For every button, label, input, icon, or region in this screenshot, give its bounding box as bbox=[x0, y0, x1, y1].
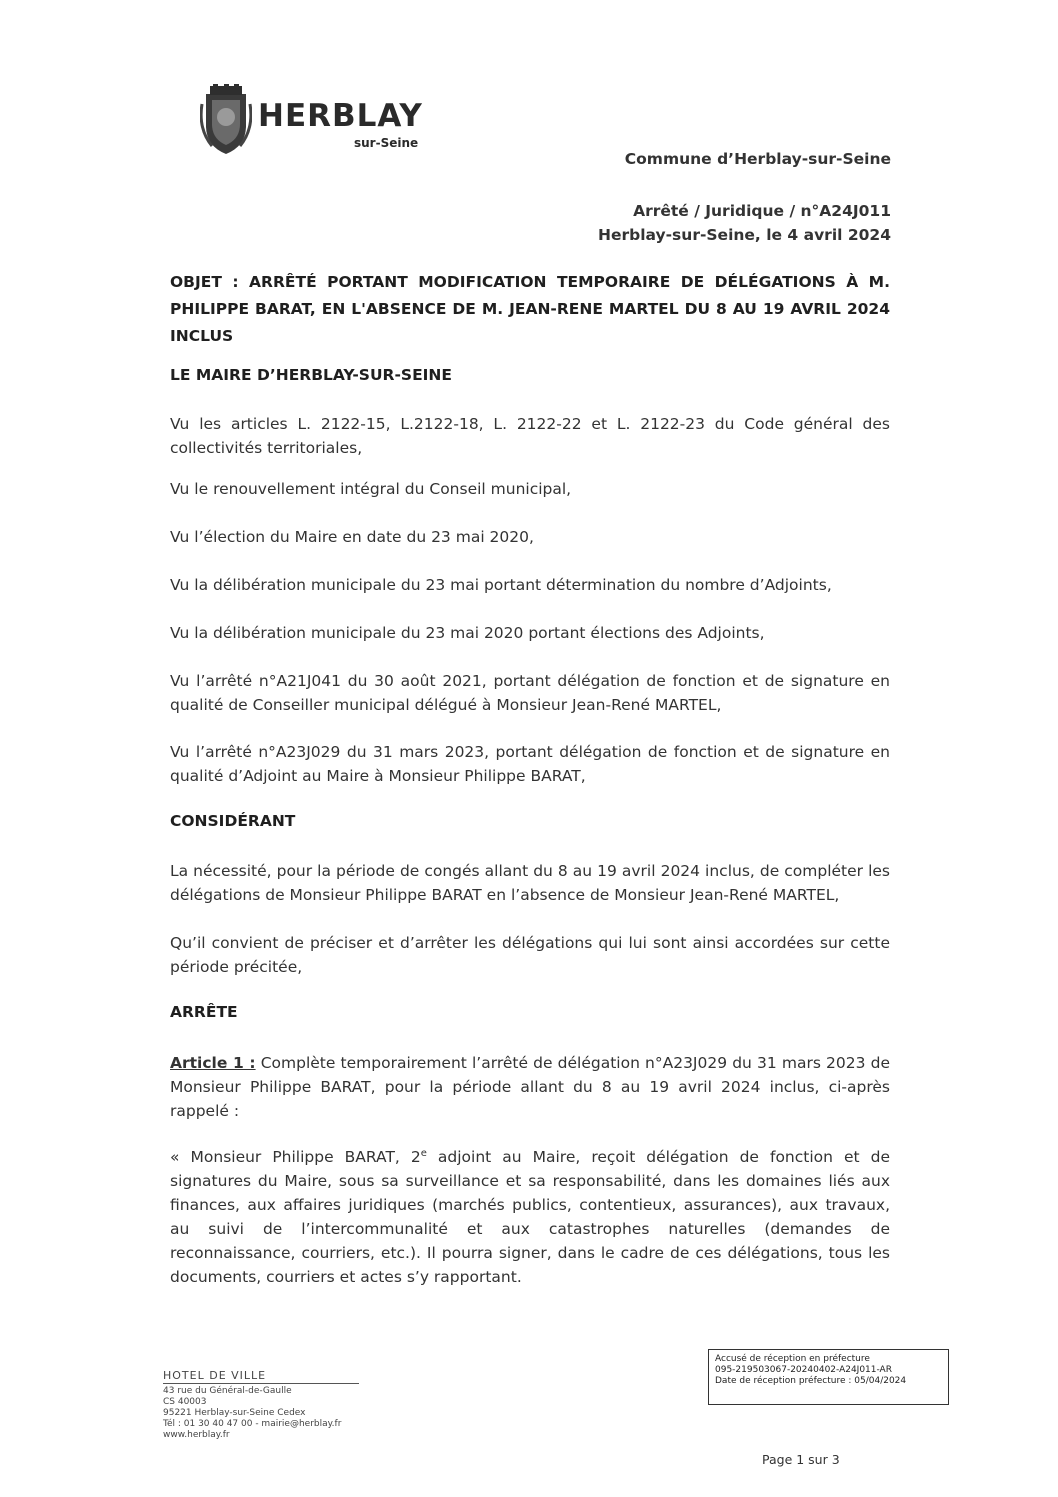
herblay-logo bbox=[200, 84, 430, 160]
article-1 bbox=[170, 1051, 890, 1123]
footer-title: HOTEL DE VILLE bbox=[163, 1370, 359, 1384]
vu-paragraph: Vu la délibération municipale du 23 mai 2020 portant élections des Adjoints, bbox=[170, 624, 765, 642]
maire-heading: LE MAIRE D’HERBLAY-SUR-SEINE bbox=[170, 366, 452, 384]
footer-line: 95221 Herblay-sur-Seine Cedex bbox=[163, 1408, 306, 1418]
objet: OBJET : ARRÊTÉ PORTANT MODIFICATION TEMPORAIRE DE DÉLÉGATIONS À M. PHILIPPE BARAT, EN L'ABSENCE DE M. JEAN-RENE MARTEL DU 8 AU 19 AVRIL 2024 INCLUS bbox=[170, 273, 890, 345]
quote-superscript: e bbox=[420, 1148, 427, 1159]
vu-paragraph: Vu l’élection du Maire en date du 23 mai 2020, bbox=[170, 528, 534, 546]
prefecture-receipt-stamp bbox=[708, 1349, 949, 1405]
considerant-heading: CONSIDÉRANT bbox=[170, 812, 296, 830]
article-1-label: Article 1 : bbox=[170, 1054, 256, 1072]
place-date: Herblay-sur-Seine, le 4 avril 2024 bbox=[598, 226, 891, 244]
article-1-text: Complète temporairement l’arrêté de délégation n°A23J029 du 31 mars 2023 de Monsieur Philippe BARAT, pour la période allant du 8 au 19 avril 2024 inclus, ci-après rappelé : bbox=[170, 1054, 891, 1120]
quote-start: « Monsieur Philippe BARAT, 2 bbox=[170, 1148, 421, 1167]
logo-wordmark: HERBLAY bbox=[258, 98, 423, 134]
page-number: Page 1 sur 3 bbox=[762, 1452, 840, 1467]
stamp-line: 095-219503067-20240402-A24J011-AR bbox=[715, 1365, 892, 1375]
considerant-paragraph: Qu’il convient de préciser et d’arrêter les délégations qui lui sont ainsi accordées sur cette période précitée, bbox=[170, 934, 890, 976]
commune-name: Commune d’Herblay-sur-Seine bbox=[624, 150, 891, 168]
stamp-line: Date de réception préfecture : 05/04/2024 bbox=[715, 1376, 907, 1386]
considerant-paragraph: La nécessité, pour la période de congés allant du 8 au 19 avril 2024 inclus, de compléter les délégations de Monsieur Philippe BARAT en l’absence de Monsieur Jean-René MARTEL, bbox=[170, 862, 890, 904]
footer-line: www.herblay.fr bbox=[163, 1430, 230, 1440]
quote-rest: adjoint au Maire, reçoit délégation de fonction et de signatures du Maire, sous sa surveillance et sa responsabilité, dans les domaines liés aux finances, aux affaires juridiques (marchés publics, contentieux, assurances), aux travaux, au suivi de l’intercommunalité et aux catastrophes naturelles (demandes de reconnaissance, courriers, etc.). Il pourra signer, dans le cadre de ces délégations, tous les documents, courriers et actes s’y rapportant. bbox=[170, 1148, 891, 1287]
coat-of-arms-icon bbox=[200, 84, 252, 156]
vu-paragraph: Vu l’arrêté n°A23J029 du 31 mars 2023, portant délégation de fonction et de signature en qualité d’Adjoint au Maire à Monsieur Philippe BARAT, bbox=[170, 743, 890, 785]
footer-line: Tél : 01 30 40 47 00 - mairie@herblay.fr bbox=[163, 1419, 342, 1429]
arrete-reference: Arrêté / Juridique / n°A24J011 bbox=[633, 202, 891, 220]
arrete-heading: ARRÊTE bbox=[170, 1003, 238, 1021]
footer-line: 43 rue du Général-de-Gaulle bbox=[163, 1386, 292, 1396]
footer-address bbox=[163, 1370, 359, 1441]
vu-paragraph: Vu la délibération municipale du 23 mai portant détermination du nombre d’Adjoints, bbox=[170, 576, 832, 594]
vu-paragraph: Vu le renouvellement intégral du Conseil municipal, bbox=[170, 480, 572, 498]
vu-paragraph: Vu les articles L. 2122-15, L.2122-18, L. 2122-22 et L. 2122-23 du Code général des collectivités territoriales, bbox=[170, 415, 890, 457]
stamp-line: Accusé de réception en préfecture bbox=[715, 1354, 870, 1364]
footer-line: CS 40003 bbox=[163, 1397, 207, 1407]
vu-paragraph: Vu l’arrêté n°A21J041 du 30 août 2021, portant délégation de fonction et de signature en qualité de Conseiller municipal délégué à Monsieur Jean-René MARTEL, bbox=[170, 672, 890, 714]
delegation-quote bbox=[170, 1142, 890, 1289]
logo-subtitle: sur-Seine bbox=[354, 136, 419, 150]
